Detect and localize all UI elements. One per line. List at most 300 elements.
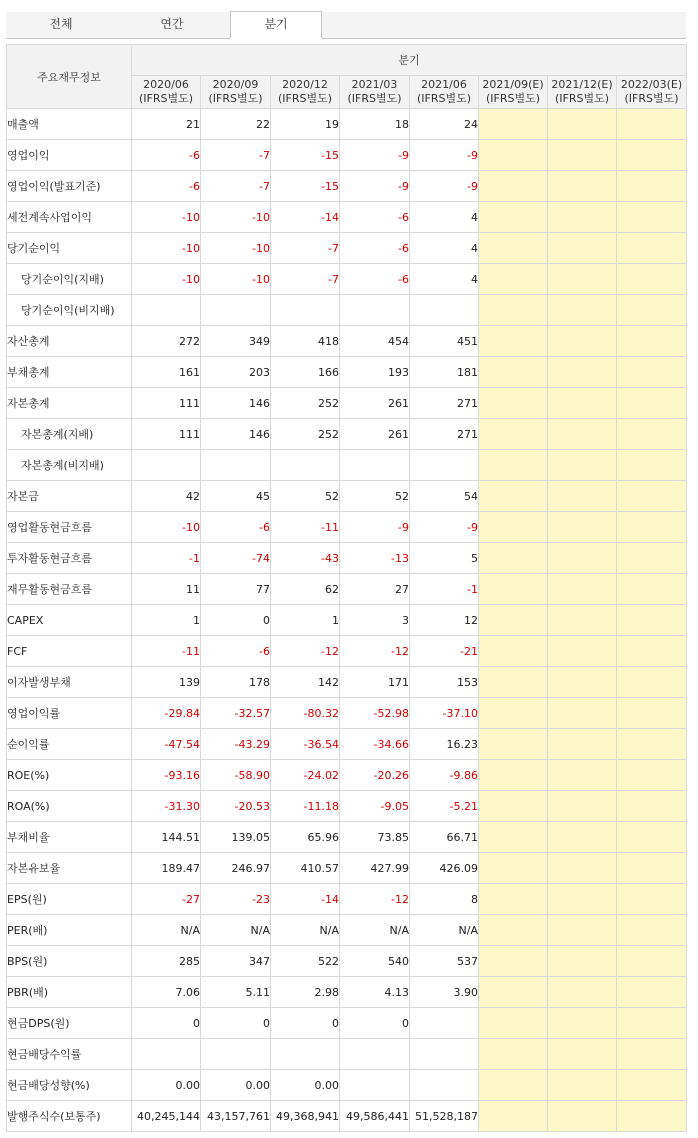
table-cell	[617, 140, 687, 171]
table-cell: 261	[340, 388, 410, 419]
table-cell	[479, 1070, 548, 1101]
table-cell	[201, 1039, 271, 1070]
table-cell: -11.18	[271, 791, 340, 822]
table-cell	[340, 1039, 410, 1070]
table-row	[7, 853, 687, 884]
table-cell	[410, 1070, 479, 1101]
table-cell	[548, 481, 617, 512]
table-header	[7, 45, 687, 109]
table-cell: -80.32	[271, 698, 340, 729]
table-cell: -13	[340, 543, 410, 574]
column-basis: (IFRS별도)	[554, 92, 610, 105]
table-cell: 40,245,144	[132, 1101, 201, 1132]
table-cell: 347	[201, 946, 271, 977]
table-cell	[617, 109, 687, 140]
row-label: BPS(원)	[7, 946, 132, 977]
table-cell	[479, 1008, 548, 1039]
table-cell: 0	[201, 1008, 271, 1039]
table-row	[7, 233, 687, 264]
table-cell	[479, 512, 548, 543]
column-header	[548, 76, 617, 109]
column-header	[340, 76, 410, 109]
column-period: 2021/09(E)	[482, 78, 544, 91]
table-cell	[479, 109, 548, 140]
table-cell: -9.05	[340, 791, 410, 822]
table-cell: -43	[271, 543, 340, 574]
table-cell: 252	[271, 388, 340, 419]
table-cell: 171	[340, 667, 410, 698]
tab-all[interactable]: 전체	[49, 17, 73, 31]
table-cell	[617, 1008, 687, 1039]
column-basis: (IFRS별도)	[208, 92, 263, 105]
row-label: PER(배)	[7, 915, 132, 946]
table-cell	[548, 605, 617, 636]
table-cell: 111	[132, 419, 201, 450]
table-cell: 73.85	[340, 822, 410, 853]
table-cell: 3.90	[410, 977, 479, 1008]
table-cell	[132, 1039, 201, 1070]
table-cell: -9.86	[410, 760, 479, 791]
table-cell	[548, 946, 617, 977]
row-label: 현금배당수익률	[7, 1039, 132, 1070]
table-cell: -9	[410, 171, 479, 202]
table-cell	[548, 1008, 617, 1039]
table-cell: 2.98	[271, 977, 340, 1008]
column-header	[479, 76, 548, 109]
table-cell: -7	[201, 171, 271, 202]
table-cell	[340, 450, 410, 481]
row-label: 현금배당성향(%)	[7, 1070, 132, 1101]
table-cell: 139	[132, 667, 201, 698]
table-cell: 19	[271, 109, 340, 140]
table-cell	[548, 760, 617, 791]
table-cell: -10	[201, 233, 271, 264]
row-label: 순이익률	[7, 729, 132, 760]
table-cell	[617, 977, 687, 1008]
table-row	[7, 264, 687, 295]
table-row	[7, 109, 687, 140]
tab-quarterly[interactable]: 분기	[230, 11, 322, 39]
table-cell: 5.11	[201, 977, 271, 1008]
table-cell	[617, 667, 687, 698]
table-cell	[617, 853, 687, 884]
table-cell: 0.00	[201, 1070, 271, 1101]
table-cell	[548, 574, 617, 605]
table-cell	[617, 326, 687, 357]
column-period: 2020/12	[282, 78, 328, 91]
table-row	[7, 822, 687, 853]
table-cell	[617, 1070, 687, 1101]
table-cell: 1	[132, 605, 201, 636]
table-cell	[479, 481, 548, 512]
table-cell: 66.71	[410, 822, 479, 853]
table-cell: -74	[201, 543, 271, 574]
table-row	[7, 140, 687, 171]
table-cell: 42	[132, 481, 201, 512]
table-cell: 285	[132, 946, 201, 977]
table-cell	[548, 915, 617, 946]
table-cell	[479, 388, 548, 419]
table-row	[7, 419, 687, 450]
table-cell: 43,157,761	[201, 1101, 271, 1132]
table-row	[7, 388, 687, 419]
table-row	[7, 326, 687, 357]
table-row	[7, 202, 687, 233]
table-cell: -6	[340, 202, 410, 233]
table-cell: 1	[271, 605, 340, 636]
table-row	[7, 1039, 687, 1070]
table-cell: -6	[132, 140, 201, 171]
table-cell: -52.98	[340, 698, 410, 729]
table-cell	[617, 481, 687, 512]
table-cell	[201, 295, 271, 326]
table-cell	[548, 667, 617, 698]
table-cell: 45	[201, 481, 271, 512]
table-cell: 142	[271, 667, 340, 698]
table-cell: 193	[340, 357, 410, 388]
table-cell	[548, 729, 617, 760]
table-row	[7, 915, 687, 946]
table-cell: 52	[271, 481, 340, 512]
table-cell: 77	[201, 574, 271, 605]
table-cell: -29.84	[132, 698, 201, 729]
row-label: 당기순이익(비지배)	[7, 295, 132, 326]
table-cell	[548, 202, 617, 233]
table-cell: 4	[410, 202, 479, 233]
table-cell: 418	[271, 326, 340, 357]
column-basis: (IFRS별도)	[624, 92, 679, 105]
table-cell: -10	[132, 202, 201, 233]
table-cell: 4	[410, 233, 479, 264]
table-row	[7, 667, 687, 698]
table-cell	[548, 977, 617, 1008]
table-cell: -93.16	[132, 760, 201, 791]
table-cell	[548, 140, 617, 171]
table-cell	[410, 1039, 479, 1070]
table-cell	[617, 419, 687, 450]
table-cell: 5	[410, 543, 479, 574]
table-row	[7, 171, 687, 202]
table-cell	[617, 946, 687, 977]
table-row	[7, 450, 687, 481]
row-label: ROE(%)	[7, 760, 132, 791]
table-cell: 271	[410, 388, 479, 419]
table-row	[7, 698, 687, 729]
table-cell: -11	[271, 512, 340, 543]
table-cell	[548, 450, 617, 481]
table-cell	[617, 729, 687, 760]
table-cell: 427.99	[340, 853, 410, 884]
table-cell	[479, 822, 548, 853]
table-cell: -58.90	[201, 760, 271, 791]
row-label: CAPEX	[7, 605, 132, 636]
table-row	[7, 481, 687, 512]
table-cell: 4.13	[340, 977, 410, 1008]
table-cell: N/A	[201, 915, 271, 946]
table-cell: 51,528,187	[410, 1101, 479, 1132]
table-cell: -6	[340, 233, 410, 264]
table-cell	[271, 295, 340, 326]
period-tab-bar	[6, 12, 686, 39]
table-cell	[479, 636, 548, 667]
table-row	[7, 574, 687, 605]
table-cell	[617, 915, 687, 946]
column-header	[132, 76, 201, 109]
table-row	[7, 636, 687, 667]
tab-annual[interactable]: 연간	[160, 17, 184, 31]
table-cell: 410.57	[271, 853, 340, 884]
table-cell: -32.57	[201, 698, 271, 729]
table-row	[7, 357, 687, 388]
table-cell: -10	[132, 264, 201, 295]
table-cell: 7.06	[132, 977, 201, 1008]
table-cell	[410, 295, 479, 326]
table-cell: 111	[132, 388, 201, 419]
table-cell: -23	[201, 884, 271, 915]
table-cell	[548, 233, 617, 264]
row-label: 영업이익	[7, 140, 132, 171]
table-cell	[617, 202, 687, 233]
table-cell: 18	[340, 109, 410, 140]
table-cell	[617, 884, 687, 915]
table-cell	[271, 1039, 340, 1070]
top-toolbar-remnant	[0, 0, 698, 6]
table-cell: -27	[132, 884, 201, 915]
table-cell: -6	[340, 264, 410, 295]
table-cell: 11	[132, 574, 201, 605]
row-label: 당기순이익(지배)	[7, 264, 132, 295]
table-cell: -1	[410, 574, 479, 605]
table-cell: 166	[271, 357, 340, 388]
table-cell: 178	[201, 667, 271, 698]
table-cell	[617, 388, 687, 419]
table-cell	[479, 419, 548, 450]
table-cell	[271, 450, 340, 481]
table-cell: -12	[340, 884, 410, 915]
table-cell	[617, 791, 687, 822]
table-cell	[617, 698, 687, 729]
table-cell: -11	[132, 636, 201, 667]
table-cell: -9	[340, 171, 410, 202]
table-row	[7, 605, 687, 636]
column-basis: (IFRS별도)	[416, 92, 472, 105]
table-cell: -34.66	[340, 729, 410, 760]
table-cell	[340, 295, 410, 326]
table-cell: 349	[201, 326, 271, 357]
column-period: 2022/03(E)	[620, 78, 683, 91]
table-cell	[617, 636, 687, 667]
row-label: 투자활동현금흐름	[7, 543, 132, 574]
table-cell	[132, 295, 201, 326]
table-cell	[132, 450, 201, 481]
table-cell	[479, 884, 548, 915]
table-cell: 203	[201, 357, 271, 388]
table-cell	[548, 264, 617, 295]
table-cell: 426.09	[410, 853, 479, 884]
table-cell: 62	[271, 574, 340, 605]
row-label: 자본유보율	[7, 853, 132, 884]
table-cell: -47.54	[132, 729, 201, 760]
table-cell	[617, 295, 687, 326]
table-row	[7, 512, 687, 543]
row-label: 매출액	[7, 109, 132, 140]
table-cell	[548, 636, 617, 667]
table-cell: -9	[410, 512, 479, 543]
table-row	[7, 791, 687, 822]
table-cell	[479, 171, 548, 202]
table-cell: -10	[132, 512, 201, 543]
table-cell: -7	[271, 233, 340, 264]
table-cell	[548, 512, 617, 543]
table-cell: -10	[132, 233, 201, 264]
table-cell	[479, 915, 548, 946]
row-label: 자본총계	[7, 388, 132, 419]
row-label: 영업활동현금흐름	[7, 512, 132, 543]
table-cell: N/A	[271, 915, 340, 946]
table-cell: 0	[201, 605, 271, 636]
table-cell	[201, 450, 271, 481]
table-cell	[479, 791, 548, 822]
row-label: 자산총계	[7, 326, 132, 357]
table-body	[7, 109, 687, 1132]
column-header	[410, 76, 479, 109]
table-cell: 451	[410, 326, 479, 357]
table-cell	[548, 791, 617, 822]
table-row	[7, 1008, 687, 1039]
table-cell: 52	[340, 481, 410, 512]
table-cell	[548, 388, 617, 419]
row-label: 세전계속사업이익	[7, 202, 132, 233]
table-cell: 272	[132, 326, 201, 357]
table-cell: 522	[271, 946, 340, 977]
row-label: 영업이익률	[7, 698, 132, 729]
table-cell: 153	[410, 667, 479, 698]
table-cell	[479, 760, 548, 791]
table-cell	[479, 543, 548, 574]
column-basis: (IFRS별도)	[485, 92, 541, 105]
table-cell: 0.00	[132, 1070, 201, 1101]
table-cell	[479, 667, 548, 698]
table-cell: 161	[132, 357, 201, 388]
table-cell	[479, 977, 548, 1008]
column-period: 2021/06	[421, 78, 467, 91]
table-cell: 537	[410, 946, 479, 977]
table-row	[7, 543, 687, 574]
table-cell	[548, 884, 617, 915]
table-cell	[617, 357, 687, 388]
table-cell: 252	[271, 419, 340, 450]
table-cell: -9	[340, 140, 410, 171]
table-row	[7, 760, 687, 791]
column-basis: (IFRS별도)	[138, 92, 194, 105]
table-cell	[479, 1101, 548, 1132]
row-label: 당기순이익	[7, 233, 132, 264]
table-cell: -36.54	[271, 729, 340, 760]
table-cell: 24	[410, 109, 479, 140]
table-cell: -9	[340, 512, 410, 543]
table-cell: 146	[201, 388, 271, 419]
table-cell	[479, 574, 548, 605]
financial-summary-table	[6, 44, 687, 1132]
row-label: 부채비율	[7, 822, 132, 853]
table-cell	[479, 729, 548, 760]
table-cell	[617, 605, 687, 636]
table-cell: 146	[201, 419, 271, 450]
table-cell	[479, 853, 548, 884]
table-cell	[479, 698, 548, 729]
table-cell	[548, 1070, 617, 1101]
table-row	[7, 1101, 687, 1132]
table-cell: -10	[201, 264, 271, 295]
table-cell: -20.53	[201, 791, 271, 822]
table-cell	[340, 1070, 410, 1101]
table-cell: -12	[340, 636, 410, 667]
table-cell	[479, 140, 548, 171]
table-cell: -6	[201, 512, 271, 543]
table-cell	[548, 698, 617, 729]
table-cell	[617, 822, 687, 853]
table-cell: 246.97	[201, 853, 271, 884]
table-cell: 271	[410, 419, 479, 450]
table-cell: -14	[271, 202, 340, 233]
column-basis: (IFRS별도)	[277, 92, 333, 105]
table-cell	[617, 574, 687, 605]
table-cell: N/A	[132, 915, 201, 946]
table-row	[7, 884, 687, 915]
table-cell: N/A	[340, 915, 410, 946]
table-cell: -21	[410, 636, 479, 667]
table-cell	[617, 760, 687, 791]
table-cell	[617, 512, 687, 543]
table-cell	[617, 543, 687, 574]
table-cell	[617, 171, 687, 202]
table-cell: 8	[410, 884, 479, 915]
table-cell	[617, 1101, 687, 1132]
table-cell: -9	[410, 140, 479, 171]
table-cell: 54	[410, 481, 479, 512]
table-cell: 0	[340, 1008, 410, 1039]
column-period: 2021/12(E)	[551, 78, 613, 91]
table-cell	[548, 357, 617, 388]
row-label: 이자발생부채	[7, 667, 132, 698]
table-cell: 49,586,441	[340, 1101, 410, 1132]
table-cell: 0	[132, 1008, 201, 1039]
table-cell: -15	[271, 140, 340, 171]
row-label: FCF	[7, 636, 132, 667]
table-cell	[548, 109, 617, 140]
table-cell	[548, 1039, 617, 1070]
table-cell: -10	[201, 202, 271, 233]
table-cell: -12	[271, 636, 340, 667]
table-cell	[617, 233, 687, 264]
table-cell	[479, 264, 548, 295]
table-cell	[548, 295, 617, 326]
table-cell	[479, 605, 548, 636]
column-header	[201, 76, 271, 109]
row-label: 자본금	[7, 481, 132, 512]
table-cell: -37.10	[410, 698, 479, 729]
table-cell	[479, 295, 548, 326]
table-row	[7, 1070, 687, 1101]
table-cell	[479, 326, 548, 357]
table-cell: 189.47	[132, 853, 201, 884]
table-cell: 65.96	[271, 822, 340, 853]
table-cell	[410, 450, 479, 481]
table-row	[7, 946, 687, 977]
row-label: 자본총계(지배)	[7, 419, 132, 450]
table-row	[7, 729, 687, 760]
table-cell: 3	[340, 605, 410, 636]
